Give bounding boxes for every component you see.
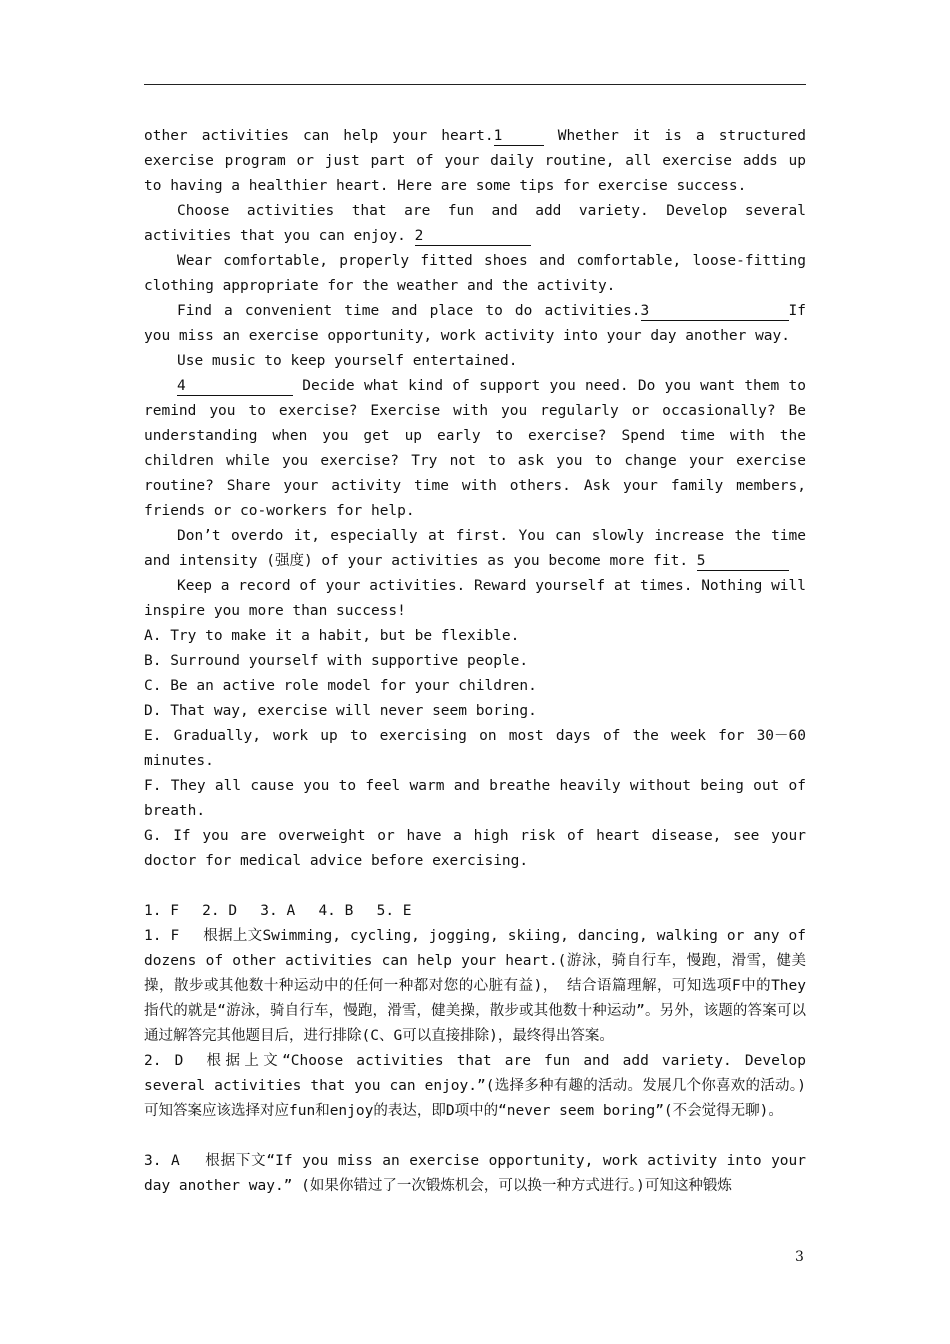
passage-text: Whether it is a structured exercise program or just part of your daily routine, all exercise adds up to having a healthier heart. Here are some tips for exercise success. [144, 128, 806, 194]
header-rule [144, 84, 806, 85]
options-list [144, 624, 806, 874]
passage-paragraph-4 [144, 299, 806, 349]
passage-text: Decide what kind of support you need. Do you want them to remind you to exercise? Exercise with you regularly or occasionally? Be understanding when you get up early to exercise? Spend time with the children while you exercise? Try not to ask you to change your exercise routine? Share your activity time with others. Ask your family members, friends or co-workers for help. [144, 378, 806, 519]
document-body [144, 124, 806, 1199]
passage-paragraph-7 [144, 524, 806, 574]
passage-text: Don’t overdo it, especially at first. You can slowly increase the time and intensity (强度) of your activities as you become more fit. [144, 528, 806, 569]
option-a: A. Try to make it a habit, but be flexible. [144, 628, 520, 644]
passage-text: other activities can help your heart. [144, 128, 494, 144]
passage-paragraph-8: Keep a record of your activities. Reward yourself at times. Nothing will inspire you more than success! [144, 578, 806, 619]
page-number: 3 [795, 1249, 804, 1265]
blank-5: 5 [697, 552, 789, 571]
blank-1: 1 [494, 127, 544, 146]
blank-2: 2 [415, 227, 531, 246]
option-c: C. Be an active role model for your children. [144, 678, 537, 694]
passage-text: If you miss an exercise opportunity, work activity into your day another way. [144, 303, 806, 344]
explanation-1: 1. F 根据上文Swimming, cycling, jogging, skiing, dancing, walking or any of dozens of other activities can help your heart.(游泳，骑自行车，慢跑，滑雪，健美操，散步或其他数十种运动中的任何一种都对您的心脏有益)， 结合语篇理解，可知选项F中的They 指代的就是“游泳，骑自行车，慢跑，滑雪，健美操，散步或其他数十种运动”。另外，该题的答案可以通过解答完其他题目后，进行排除(C、G可以直接排除)，最终得出答案。 [144, 928, 806, 1044]
explanation-2: 2. D 根据上文“Choose activities that are fun and add variety. Develop several activities that you can enjoy.”(选择多种有趣的活动。发展几个你喜欢的活动。) 可知答案应该选择对应fun和enjoy的表达，即D项中的“never seem boring”(不会觉得无聊)。 [144, 1053, 806, 1119]
passage-paragraph-1 [144, 124, 806, 199]
passage-paragraph-6 [144, 374, 806, 524]
spacer [144, 1124, 806, 1149]
blank-3: 3 [641, 302, 789, 321]
passage-paragraph-3: Wear comfortable, properly fitted shoes and comfortable, loose-fitting clothing appropriate for the weather and the activity. [144, 253, 806, 294]
option-g: G. If you are overweight or have a high risk of heart disease, see your doctor for medical advice before exercising. [144, 828, 806, 869]
option-b: B. Surround yourself with supportive people. [144, 653, 529, 669]
passage-text: Find a convenient time and place to do activities. [177, 303, 641, 319]
option-f: F. They all cause you to feel warm and breathe heavily without being out of breath. [144, 778, 806, 819]
passage-paragraph-2 [144, 199, 806, 249]
passage-text: Choose activities that are fun and add variety. Develop several activities that you can enjoy. [144, 203, 806, 244]
option-d: D. That way, exercise will never seem boring. [144, 703, 537, 719]
option-e: E. Gradually, work up to exercising on most days of the week for 30－60 minutes. [144, 728, 806, 769]
answers-section [144, 899, 806, 1199]
passage-paragraph-5: Use music to keep yourself entertained. [177, 353, 518, 369]
blank-4: 4 [177, 377, 293, 396]
answer-summary: 1. F 2. D 3. A 4. B 5. E [144, 903, 412, 919]
spacer [144, 874, 806, 899]
explanation-3: 3. A 根据下文“If you miss an exercise opportunity, work activity into your day another way.” (如果你错过了一次锻炼机会，可以换一种方式进行。)可知这种锻炼 [144, 1153, 806, 1194]
